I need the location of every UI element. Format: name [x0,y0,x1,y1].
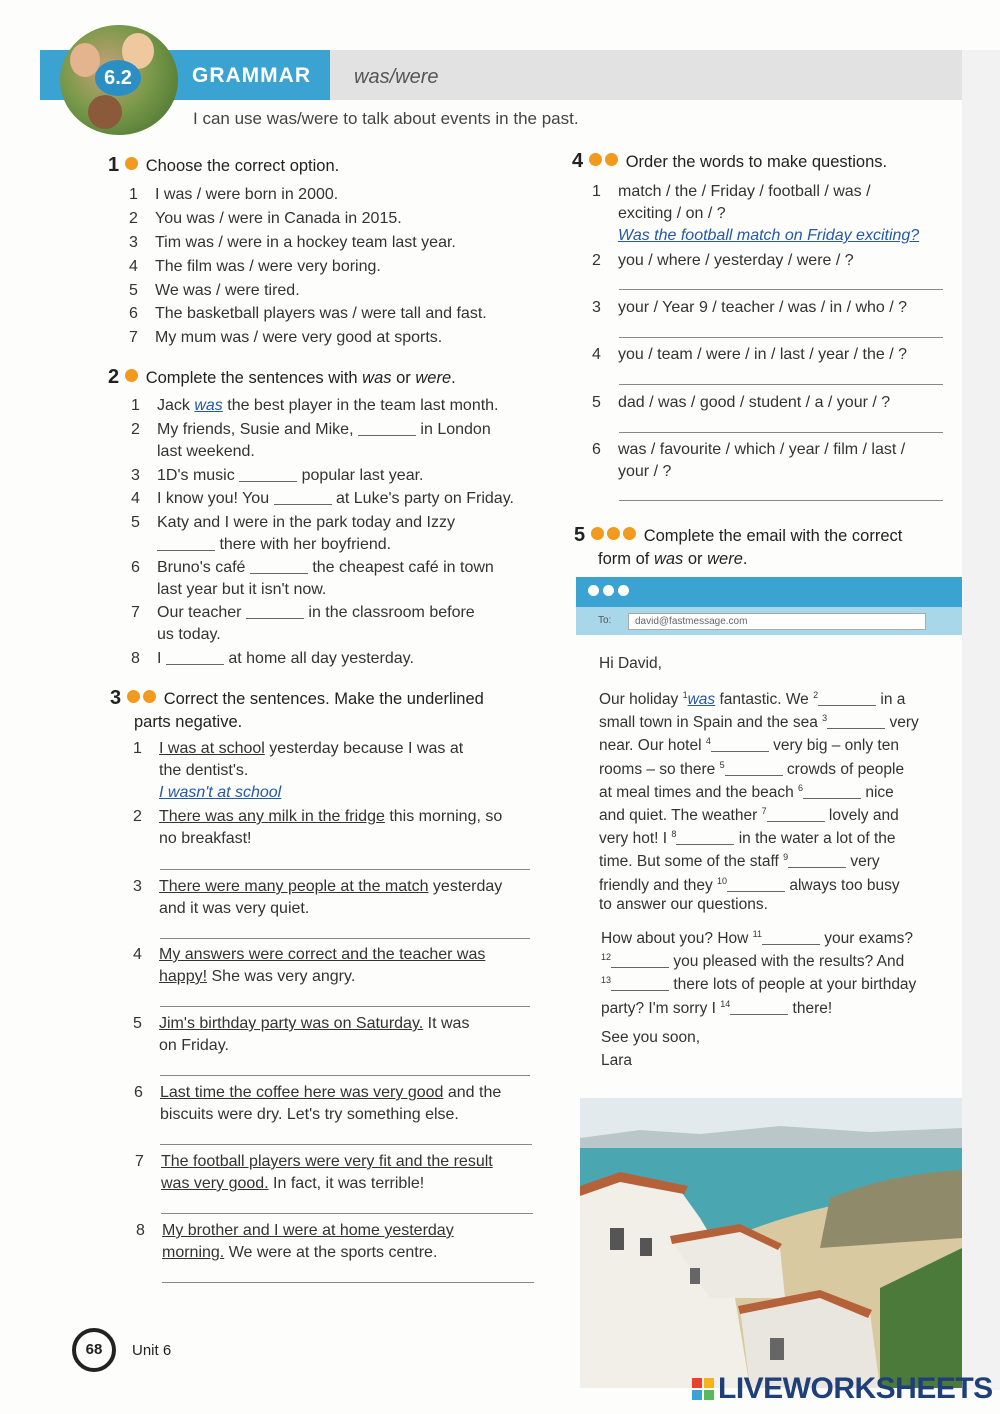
email-blank-6[interactable] [803,784,861,799]
ex4-item-1: 1 match / the / Friday / football / was / exciting / on / ? Was the football match on Friday exciting? [592,183,920,244]
ex4-item-2: 2 you / where / yesterday / were / ? [592,252,854,269]
ex1-item-text[interactable]: You was / were in Canada in 2015. [155,210,402,227]
email-p1-line-5: at meal times and the beach $^6$ nice [599,782,894,801]
coastal-town-photo [580,1098,962,1388]
ex4-heading: 4 Order the words to make questions. [572,150,888,172]
ex1-item-1: 1 I was / were born in 2000. [129,186,339,203]
ex4-item-5: 5 dad / was / good / student / a / your / ? [592,394,891,411]
ex4-item-3: 3 your / Year 9 / teacher / was / in / who / ? [592,299,908,316]
unit-label: Unit 6 [132,1342,172,1359]
email-p1-line-9: friendly and they $^{10}$ always too busy [599,875,900,894]
email-blank-5[interactable] [725,761,783,776]
ex2-heading: 2 Complete the sentences with was or were. [108,366,456,388]
difficulty-dot-icon [589,153,602,166]
ex2-item-6: 6 Bruno's café the cheapest café in town last year but it isn't now. [131,559,494,598]
email-blank-10[interactable] [727,877,785,892]
minimize-icon [618,585,629,596]
ex2-answer-1: was [194,397,223,414]
email-signoff: See you soon, Lara [601,1029,701,1069]
email-greeting: Hi David, [599,655,662,672]
difficulty-dot-icon [605,153,618,166]
ex2-item-7: 7 Our teacher in the classroom before us today. [131,604,475,643]
ex2-item-3: 3 1D's music popular last year. [131,467,424,484]
ex2-blank-8[interactable] [166,650,224,665]
ex3-answer-line-8[interactable] [162,1282,534,1283]
email-answer-1: was [687,691,716,708]
email-blank-8[interactable] [676,830,734,845]
ex4-answer-line-5[interactable] [619,432,943,433]
close-icon [588,585,599,596]
ex1-item-7: 7 My mum was / were very good at sports. [129,329,443,346]
ex3-item-7: 7 The football players were very fit and the result was very good. In fact, it was terrible! [135,1153,493,1192]
ex2-item-2: 2 My friends, Susie and Mike, in London last weekend. [131,421,491,460]
email-blank-4[interactable] [711,737,769,752]
ex2-blank-2[interactable] [358,421,416,436]
ex2-item-4: 4 I know you! You at Luke's party on Friday. [131,490,514,507]
email-blank-12[interactable] [611,953,669,968]
ex3-answer-line-3[interactable] [160,938,530,939]
section-title: GRAMMAR [192,64,311,87]
email-blank-7[interactable] [767,807,825,822]
email-blank-9[interactable] [788,853,846,868]
email-recipient-row [576,607,962,635]
ex2-blank-7[interactable] [246,604,304,619]
email-p1-line-1: Our holiday $^1$was fantastic. We $^2$ in a [599,690,906,708]
email-p1-line-7: very hot! I $^8$ in the water a lot of the [599,829,896,848]
email-p2-line-2: $^{12}$ you pleased with the results? And [601,952,905,971]
ex1-item-text[interactable]: We was / were tired. [155,282,300,299]
ex4-answer-1: Was the football match on Friday exciting? [618,227,920,244]
ex4-item-6: 6 was / favourite / which / year / film / last / your / ? [592,441,906,480]
ex3-answer-line-5[interactable] [160,1075,530,1076]
page-number: 68 [72,1328,116,1372]
ex1-item-6: 6 The basketball players was / were tall and fast. [129,305,487,322]
ex4-answer-line-6[interactable] [619,500,943,501]
ex2-blank-3[interactable] [239,467,297,482]
ex1-item-text[interactable]: The basketball players was / were tall and fast. [155,305,487,322]
to-label: To: [598,615,612,626]
ex2-item-1: 1 Jack was the best player in the team last month. [131,397,499,414]
ex1-item-text[interactable]: I was / were born in 2000. [155,186,339,203]
ex1-item-5: 5 We was / were tired. [129,282,300,299]
difficulty-dot-icon [143,690,156,703]
difficulty-dot-icon [127,690,140,703]
ex2-blank-5[interactable] [157,536,215,551]
difficulty-dot-icon [125,369,138,382]
ex2-blank-4[interactable] [274,490,332,505]
page-edge [962,50,1000,1390]
ex2-item-5: 5 Katy and I were in the park today and Izzy there with her boyfriend. [131,514,455,553]
email-p1-line-2: small town in Spain and the sea $^3$ very [599,713,919,732]
objective-text: I can use was/were to talk about events in the past. [193,109,579,128]
ex3-heading: 3 Correct the sentences. Make the underlined parts negative. [110,687,484,731]
ex5-heading: 5 Complete the email with the correct form of was or were. [574,524,903,568]
email-blank-13[interactable] [611,976,669,991]
difficulty-dot-icon [623,527,636,540]
ex2-blank-6[interactable] [250,559,308,574]
ex3-answer-line-4[interactable] [160,1006,530,1007]
ex4-title: Order the words to make questions. [625,153,888,171]
ex3-item-8: 8 My brother and I were at home yesterday morning. We were at the sports centre. [136,1222,454,1261]
difficulty-dot-icon [125,157,138,170]
email-p1-line-6: and quiet. The weather $^7$ lovely and [599,806,899,824]
ex4-answer-line-2[interactable] [619,289,943,290]
email-blank-3[interactable] [827,714,885,729]
email-p2-line-4: party? I'm sorry I $^{14}$ there! [601,998,833,1017]
email-p2-line-1: How about you? How $^{11}$ your exams? [601,929,914,947]
ex4-answer-line-3[interactable] [619,337,943,338]
ex1-title: Choose the correct option. [145,157,340,175]
ex3-item-4: 4 My answers were correct and the teacher was happy! She was very angry. [133,946,486,985]
email-p1-line-10: to answer our questions. [599,895,768,913]
ex3-answer-line-2[interactable] [160,869,530,870]
ex3-item-2: 2 There was any milk in the fridge this morning, so no breakfast! [133,808,503,847]
ex1-item-3: 3 Tim was / were in a hockey team last year. [129,234,456,251]
ex3-item-3: 3 There were many people at the match yesterday and it was very quiet. [133,878,503,917]
email-blank-2[interactable] [818,691,876,706]
ex1-item-2: 2 You was / were in Canada in 2015. [129,210,402,227]
email-blank-11[interactable] [762,930,820,945]
ex3-item-1: 1 I was at school yesterday because I was at the dentist's. I wasn't at school [133,740,464,801]
ex3-item-5: 5 Jim's birthday party was on Saturday. It was on Friday. [133,1015,470,1054]
liveworksheets-logo-icon [692,1378,714,1400]
ex3-answer-1: I wasn't at school [159,784,282,801]
liveworksheets-brand: LIVEWORKSHEETS [718,1372,993,1405]
ex1-item-text[interactable]: The film was / were very boring. [155,258,381,275]
email-p1-line-3: near. Our hotel $^4$ very big – only ten [599,736,899,755]
ex4-item-4: 4 you / team / were / in / last / year / the / ? [592,346,908,363]
ex3-answer-line-6[interactable] [160,1144,532,1145]
email-blank-14[interactable] [730,1000,788,1015]
ex1-item-4: 4 The film was / were very boring. [129,258,381,275]
ex1-item-text[interactable]: My mum was / were very good at sports. [155,329,443,346]
email-p1-line-8: time. But some of the staff $^9$ very [599,852,880,871]
difficulty-dot-icon [591,527,604,540]
section-subtitle: was/were [354,66,439,88]
email-p1-line-4: rooms – so there $^5$ crowds of people [599,759,905,778]
recipient-field: david@fastmessage.com [628,613,926,630]
ex1-heading: 1 Choose the correct option. [108,154,340,176]
ex4-answer-line-4[interactable] [619,384,943,385]
maximize-icon [603,585,614,596]
difficulty-dot-icon [607,527,620,540]
ex1-item-text[interactable]: Tim was / were in a hockey team last year. [155,234,456,251]
email-p2-line-3: $^{13}$ there lots of people at your birthday [601,975,917,994]
ex2-item-8: 8 I at home all day yesterday. [131,650,414,667]
lesson-badge: 6.2 [95,60,141,96]
ex3-answer-line-7[interactable] [161,1213,533,1214]
ex3-item-6: 6 Last time the coffee here was very good and the biscuits were dry. Let's try something else. [134,1084,502,1123]
email-titlebar [576,577,962,607]
